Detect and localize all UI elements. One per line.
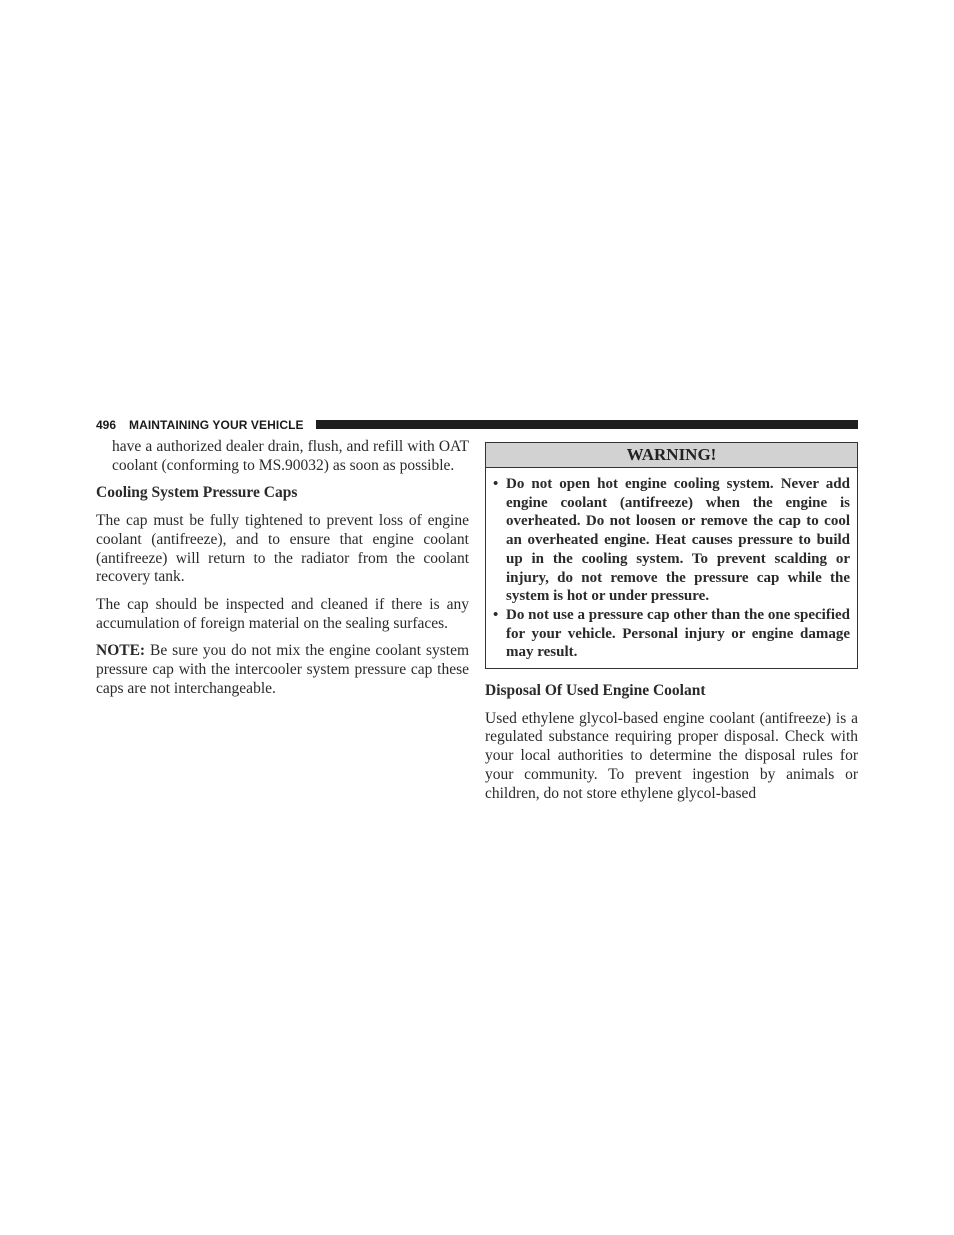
warning-item [493,475,850,606]
pressure-caps-paragraph-1: The cap must be fully tightened to prevent loss of engine coolant (antifreeze), and to ensure that engine coolant (antifreeze) will return to the radiator from the coolant recovery tank. [96,512,469,586]
section-title: MAINTAINING YOUR VEHICLE [129,418,304,432]
note-text: Be sure you do not mix the engine coolant system pressure cap with the intercooler system pressure cap these caps are not interchangeable. [96,642,469,697]
page-header [96,417,858,433]
warning-item-text: Do not open hot engine cooling system. Never add engine coolant (antifreeze) when the engine is overheated. Do not loosen or remove the cap to cool an overheated engine. Heat causes pressure to build up in the cooling system. To prevent scalding or injury, do not remove the pressure cap while the system is hot or under pressure. [506,476,850,605]
disposal-heading: Disposal Of Used Engine Coolant [485,682,706,700]
warning-item-text: Do not use a pressure cap other than the one specified for your vehicle. Personal injury or engine damage may result. [506,606,850,661]
warning-box [485,442,858,669]
right-column [485,442,858,812]
header-rule [316,420,858,429]
disposal-paragraph: Used ethylene glycol-based engine coolant (antifreeze) is a regulated substance requiring proper disposal. Check with your local authorities to determine the disposal rules for your community. To prevent ingestion by animals or children, do not store ethylene glycol-based [485,709,858,802]
warning-item [493,606,850,662]
bullet-icon: • [493,476,499,492]
page-number: 496 [96,418,117,432]
note-label: NOTE: [96,642,146,660]
left-column [96,438,469,707]
note-paragraph [96,642,469,698]
continuation-paragraph: have a authorized dealer drain, flush, and refill with OAT coolant (conforming to MS.90032) as soon as possible. [112,438,469,474]
pressure-caps-paragraph-2: The cap should be inspected and cleaned if there is any accumulation of foreign material on the sealing surfaces. [96,595,469,632]
warning-title: WARNING! [486,443,857,468]
warning-list [486,468,857,668]
bullet-icon: • [493,606,499,623]
pressure-caps-heading: Cooling System Pressure Caps [96,484,298,502]
